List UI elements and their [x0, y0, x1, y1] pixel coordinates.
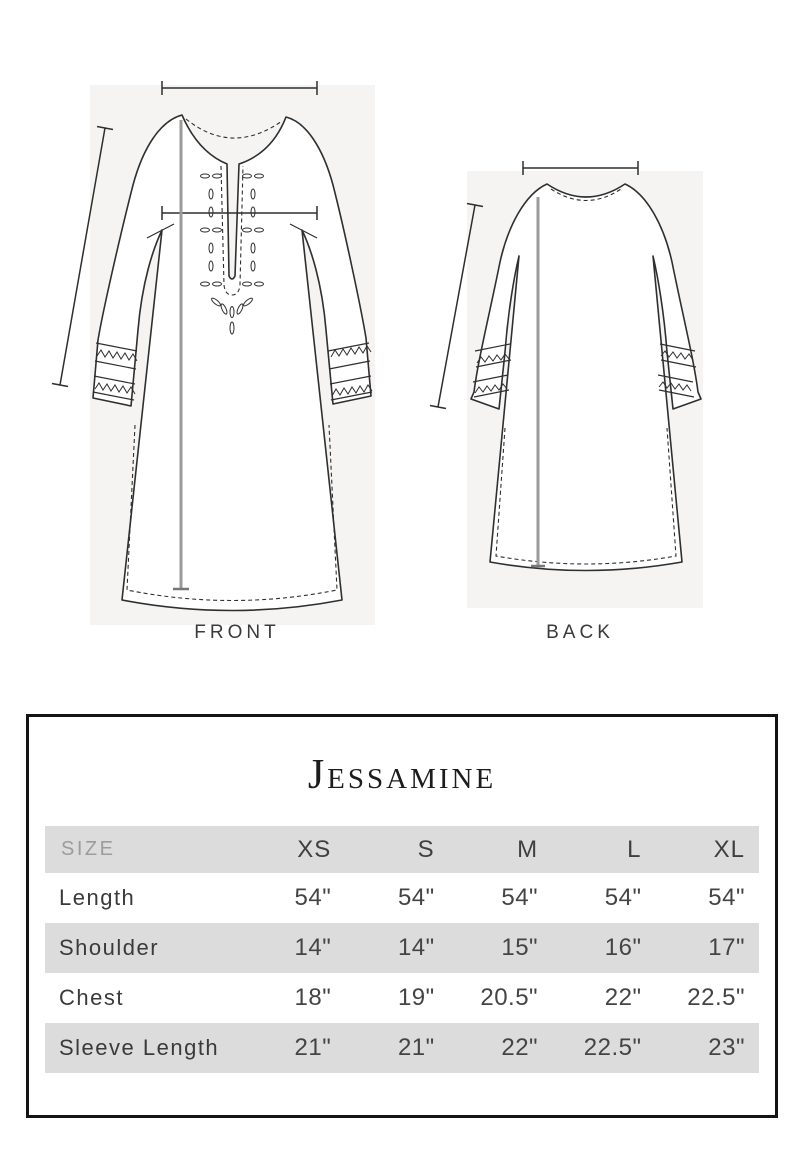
value-cell: 54" [397, 884, 435, 911]
value-cell: 19" [397, 984, 435, 1011]
size-table-body [45, 873, 759, 1073]
value-cell: 23" [708, 1034, 745, 1061]
value-cell: 18" [294, 984, 332, 1011]
value-cell: 14" [397, 934, 435, 961]
front-view [52, 81, 375, 625]
value-cell: 15" [501, 934, 539, 961]
size-table-header [45, 826, 759, 873]
value-cell: 14" [294, 934, 332, 961]
back-view [430, 161, 703, 608]
header-row [45, 826, 759, 873]
value-cell: 17" [708, 934, 745, 961]
value-cell: 22" [604, 984, 642, 1011]
front-label: FRONT [194, 622, 280, 643]
row-label: Chest [59, 985, 124, 1010]
value-cell: 54" [294, 884, 332, 911]
value-cell: 22.5" [583, 1034, 642, 1061]
header-cell-m: M [517, 835, 539, 863]
value-cell: 20.5" [480, 984, 539, 1011]
row-label: Sleeve Length [59, 1035, 220, 1060]
size-table [45, 826, 759, 1073]
table-row-length [45, 873, 759, 923]
value-cell: 22" [501, 1034, 539, 1061]
header-cell-s: S [417, 835, 435, 863]
value-cell: 16" [604, 934, 642, 961]
value-cell: 21" [397, 1034, 435, 1061]
back-label: BACK [546, 622, 614, 643]
header-cell-xl: XL [713, 835, 745, 863]
row-label: Length [59, 885, 136, 910]
value-cell: 54" [708, 884, 745, 911]
table-row-sleeve-length [45, 1023, 759, 1073]
value-cell: 54" [604, 884, 642, 911]
value-cell: 54" [501, 884, 539, 911]
header-cell-xs: XS [297, 835, 332, 863]
value-cell: 22.5" [687, 984, 745, 1011]
product-title: Jessamine [307, 752, 497, 798]
table-row-shoulder [45, 923, 759, 973]
header-cell-l: L [627, 835, 642, 863]
table-row-chest [45, 973, 759, 1023]
size-chart-box [26, 714, 778, 1118]
value-cell: 21" [294, 1034, 332, 1061]
header-cell-size: SIZE [61, 838, 116, 860]
row-label: Shoulder [59, 935, 160, 960]
